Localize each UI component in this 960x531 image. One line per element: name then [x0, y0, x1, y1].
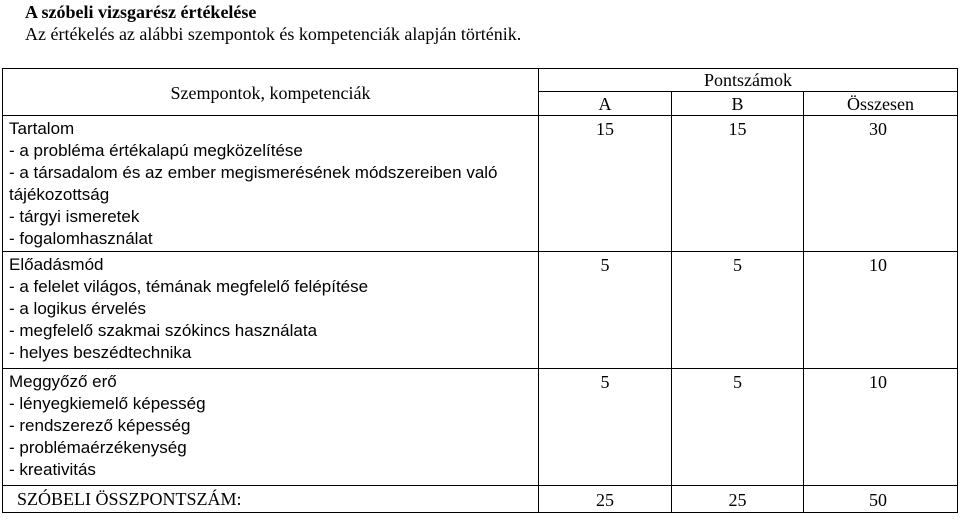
- criterion-item: - a logikus érvelés: [9, 299, 147, 318]
- criterion-item: - tárgyi ismeretek: [9, 207, 140, 226]
- criterion-title: Meggyőző erő: [9, 372, 117, 391]
- points-header: Pontszámok: [539, 69, 958, 92]
- scoring-table: [2, 68, 958, 513]
- criterion-item: - lényegkiemelő képesség: [9, 394, 206, 413]
- page-title: A szóbeli vizsgarész értékelése: [25, 2, 257, 22]
- criterion-item: - kreativitás: [9, 460, 96, 479]
- criterion-item: - megfelelő szakmai szókincs használata: [9, 321, 318, 340]
- criterion-title: Tartalom: [9, 119, 75, 138]
- score-total-cell: 30: [804, 116, 958, 252]
- total-a-cell: 25: [539, 486, 672, 513]
- total-sum-cell: 50: [804, 486, 958, 513]
- score-b-cell: 5: [672, 369, 804, 486]
- score-b-cell: 15: [672, 116, 804, 252]
- score-total-cell: 10: [804, 252, 958, 369]
- score-b-cell: 5: [672, 252, 804, 369]
- score-total-cell: 10: [804, 369, 958, 486]
- criteria-header: Szempontok, kompetenciák: [3, 69, 539, 116]
- col-total-header: Összesen: [804, 92, 958, 116]
- criterion-item: - problémaérzékenység: [9, 438, 187, 457]
- col-a-header: A: [539, 92, 672, 116]
- table-row: [3, 252, 958, 369]
- score-a-cell: 15: [539, 116, 672, 252]
- criterion-item: - fogalomhasználat: [9, 229, 153, 248]
- criterion-title: Előadásmód: [9, 255, 104, 274]
- score-a-cell: 5: [539, 252, 672, 369]
- col-b-header: B: [672, 92, 804, 116]
- criteria-cell-presentation: [3, 252, 539, 369]
- criterion-item: - helyes beszédtechnika: [9, 343, 192, 362]
- criterion-item: - a felelet világos, témának megfelelő felépítése: [9, 277, 369, 296]
- score-a-cell: 5: [539, 369, 672, 486]
- table-header-row: [3, 69, 958, 92]
- page-subtitle: Az értékelés az alábbi szempontok és kompetenciák alapján történik.: [25, 24, 522, 44]
- total-b-cell: 25: [672, 486, 804, 513]
- criterion-item: - a probléma értékalapú megközelítése: [9, 141, 303, 160]
- criterion-item: - rendszerező képesség: [9, 416, 191, 435]
- total-label: SZÓBELI ÖSSZPONTSZÁM:: [3, 486, 539, 513]
- criteria-cell-content: [3, 116, 539, 252]
- criterion-item: - a társadalom és az ember megismerésének módszereiben való tájékozottság: [9, 163, 498, 204]
- criteria-cell-persuasion: [3, 369, 539, 486]
- table-row: [3, 116, 958, 252]
- table-row: [3, 369, 958, 486]
- total-row: [3, 486, 958, 513]
